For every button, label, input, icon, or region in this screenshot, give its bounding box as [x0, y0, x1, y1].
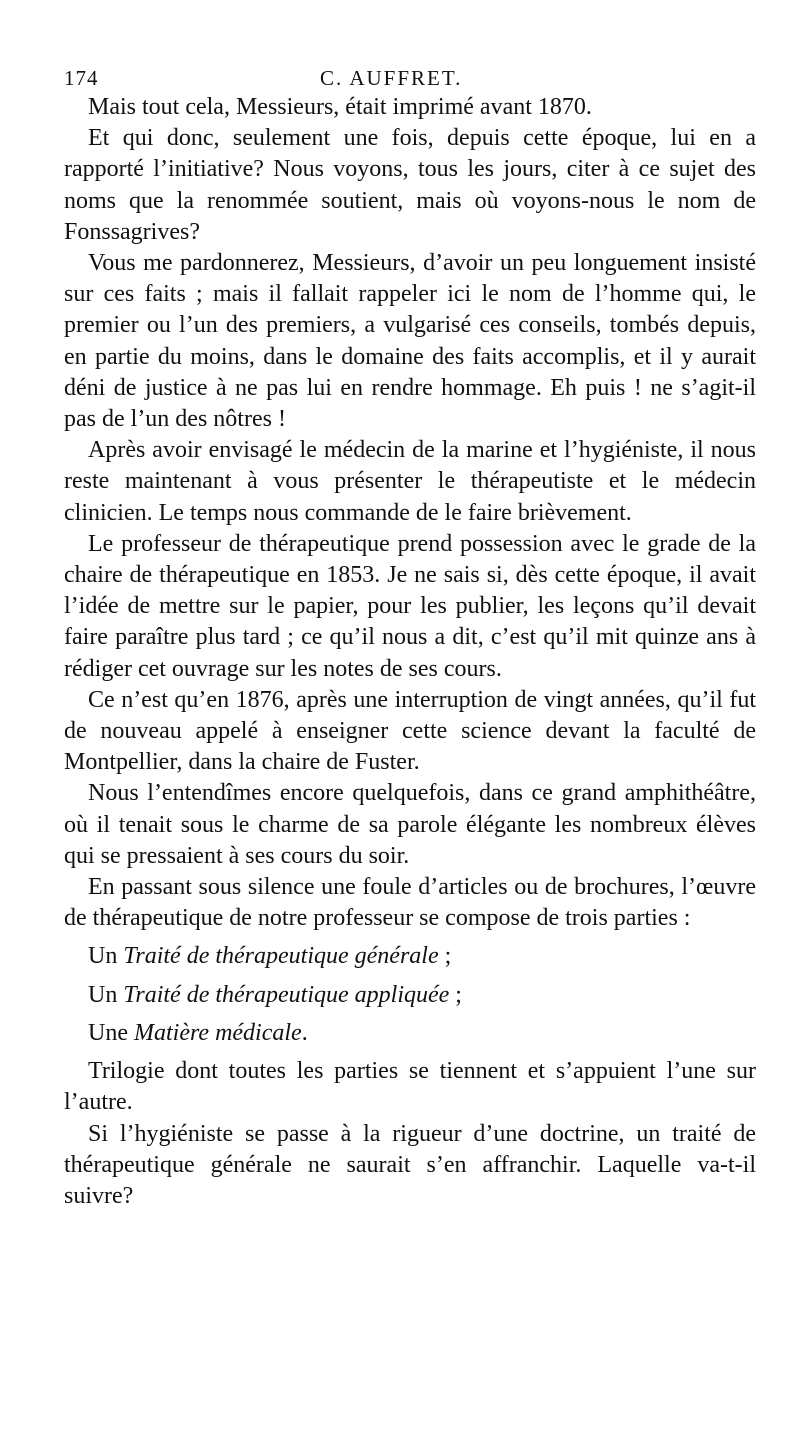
- book-page: [64, 58, 756, 1212]
- work-title: Traité de thérapeutique générale: [123, 943, 439, 970]
- work-item: [64, 941, 756, 972]
- running-head: [64, 58, 756, 92]
- work-suffix: ;: [438, 943, 452, 970]
- paragraph: Vous me pardonnerez, Messieurs, d’avoir un peu longuement insisté sur ces faits ; mais il fallait rappeler ici le nom de l’homme qui, le premier ou l’un des premiers, a vulgarisé ces conseils, tombés depuis, en partie du moins, dans le domaine des faits accomplis, et il y aurait déni de justice à ne pas lui en rendre hommage. Eh puis ! ne s’agit-il pas de l’un des nôtres !: [64, 250, 756, 433]
- paragraph: En passant sous silence une foule d’articles ou de brochures, l’œuvre de thérapeutique de notre professeur se compose de trois parties :: [64, 874, 756, 932]
- work-title: Traité de thérapeutique appliquée: [123, 981, 450, 1008]
- paragraph: Si l’hygiéniste se passe à la rigueur d’une doctrine, un traité de thérapeutique générale ne saurait s’en affranchir. Laquelle va-t-il suivre?: [64, 1120, 756, 1209]
- work-prefix: Un: [88, 981, 124, 1008]
- paragraph: Et qui donc, seulement une fois, depuis cette époque, lui en a rapporté l’initiative? Nous voyons, tous les jours, citer à ce sujet des noms que la renommée soutient, mais où voyons-nous le nom de Fonssagrives?: [64, 125, 756, 245]
- body-text: [64, 92, 756, 1212]
- page-number: 174: [64, 66, 99, 90]
- work-prefix: Un: [88, 943, 124, 970]
- work-item: [64, 980, 756, 1011]
- work-title: Matière médicale: [133, 1019, 302, 1046]
- paragraph: Mais tout cela, Messieurs, était imprimé avant 1870.: [88, 94, 592, 120]
- paragraph: Nous l’entendîmes encore quelquefois, dans ce grand amphithéâtre, où il tenait sous le charme de sa parole élégante les nombreux élèves qui se pressaient à ses cours du soir.: [64, 780, 756, 869]
- work-suffix: ;: [449, 981, 462, 1008]
- work-suffix: .: [301, 1019, 308, 1046]
- paragraph: Trilogie dont toutes les parties se tiennent et s’appuient l’une sur l’autre.: [64, 1058, 756, 1116]
- paragraph: Le professeur de thérapeutique prend possession avec le grade de la chaire de thérapeutique en 1853. Je ne sais si, dès cette époque, il avait l’idée de mettre sur le papier, pour les publier, les leçons qu’il devait faire paraître plus tard ; ce qu’il nous a dit, c’est qu’il mit quinze ans à rédiger cet ouvrage sur les notes de ses cours.: [64, 530, 756, 682]
- work-item: [64, 1018, 756, 1049]
- running-title: C. AUFFRET.: [320, 66, 463, 90]
- paragraph: Ce n’est qu’en 1876, après une interruption de vingt années, qu’il fut de nouveau appelé à enseigner cette science devant la faculté de Montpellier, dans la chaire de Fuster.: [64, 686, 756, 776]
- work-prefix: Une: [88, 1019, 134, 1046]
- paragraph: Après avoir envisagé le médecin de la marine et l’hygiéniste, il nous reste maintenant à vous présenter le thérapeutiste et le médecin clinicien. Le temps nous commande de le faire brièvement.: [64, 437, 756, 526]
